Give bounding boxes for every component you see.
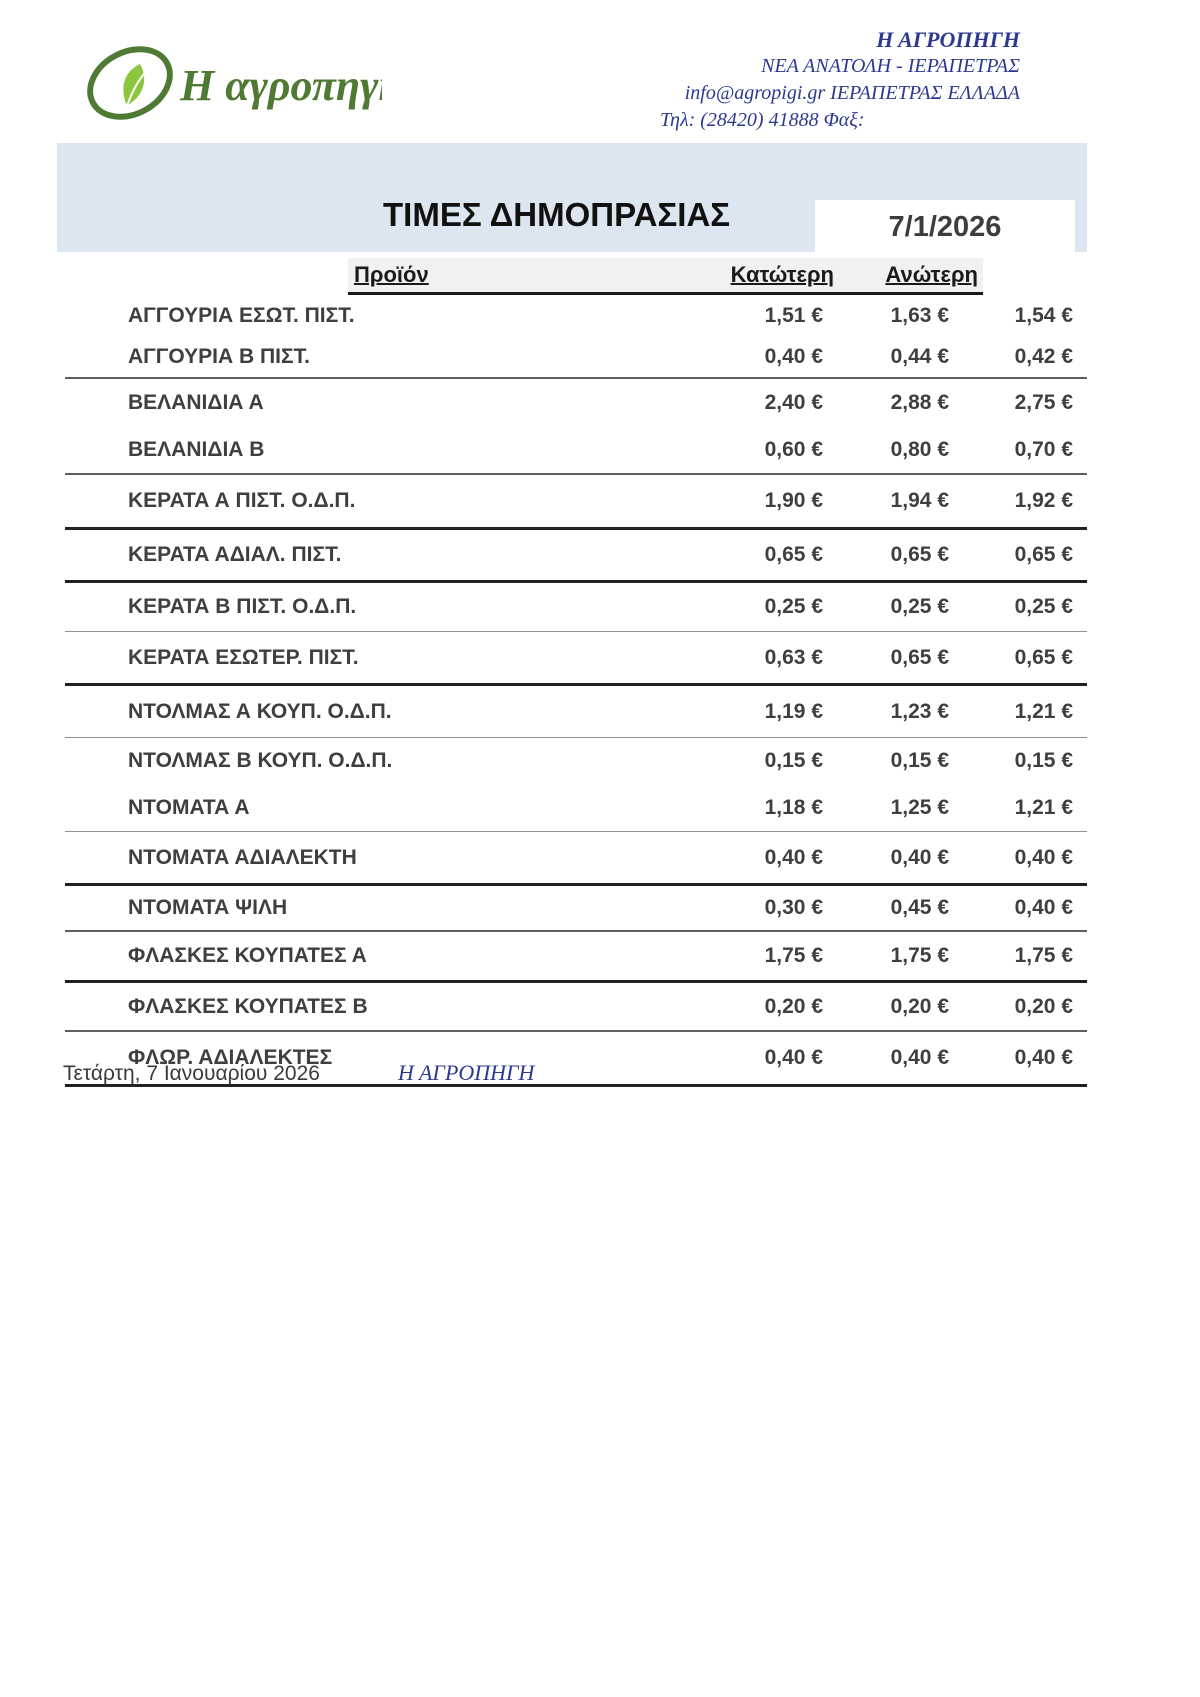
table-row-group xyxy=(65,632,1087,686)
cell-avg: 1,21 € xyxy=(1014,795,1073,819)
cell-avg: 0,65 € xyxy=(1014,645,1073,669)
table-row xyxy=(65,530,1087,580)
cell-max: 1,25 € xyxy=(890,795,949,819)
cell-product: ΑΓΓΟΥΡΙΑ ΕΣΩΤ. ΠΙΣΤ. xyxy=(128,303,355,327)
cell-avg: 2,75 € xyxy=(1014,390,1073,414)
table-body xyxy=(65,295,1087,1087)
table-row xyxy=(65,475,1087,527)
cell-min: 0,25 € xyxy=(764,595,823,618)
letterhead-contact: info@agropigi.gr ΙΕΡΑΠΕΤΡΑΣ ΕΛΛΑΔΑ xyxy=(684,82,1020,104)
cell-product: ΒΕΛΑΝΙΔΙΑ Α xyxy=(128,390,264,414)
footer-date: Τετάρτη, 7 Ιανουαρίου 2026 xyxy=(63,1062,320,1085)
table-row xyxy=(65,426,1087,473)
cell-avg: 1,75 € xyxy=(1014,944,1073,967)
table-row xyxy=(65,832,1087,883)
cell-avg: 1,92 € xyxy=(1014,489,1073,512)
cell-max: 0,65 € xyxy=(890,645,949,669)
cell-max: 0,44 € xyxy=(890,344,949,368)
cell-avg: 1,21 € xyxy=(1014,699,1073,723)
page-title: ΤΙΜΕΣ ΔΗΜΟΠΡΑΣΙΑΣ xyxy=(383,196,731,233)
cell-max: 1,75 € xyxy=(890,944,949,967)
cell-product: ΚΕΡΑΤΑ Α ΠΙΣΤ. Ο.Δ.Π. xyxy=(128,489,356,512)
cell-product: ΒΕΛΑΝΙΔΙΑ Β xyxy=(128,437,265,461)
date-box xyxy=(815,200,1075,255)
letterhead-phone: Τηλ: (28420) 41888 Φαξ: xyxy=(660,109,865,131)
cell-min: 0,30 € xyxy=(764,896,823,919)
cell-product: ΝΤΟΛΜΑΣ Β ΚΟΥΠ. Ο.Δ.Π. xyxy=(128,749,393,773)
table-row-group xyxy=(65,932,1087,983)
table-row xyxy=(65,738,1087,785)
letterhead-company: Η ΑΓΡΟΠΗΓΗ xyxy=(876,27,1020,52)
table-row xyxy=(65,583,1087,631)
leaf-logo-icon xyxy=(82,28,382,133)
cell-product: ΦΛΑΣΚΕΣ ΚΟΥΠΑΤΕΣ Α xyxy=(128,944,367,967)
cell-min: 1,19 € xyxy=(764,699,823,723)
cell-product: ΑΓΓΟΥΡΙΑ Β ΠΙΣΤ. xyxy=(128,344,310,368)
table-row xyxy=(65,686,1087,737)
cell-product: ΝΤΟΜΑΤΑ ΑΔΙΑΛΕΚΤΗ xyxy=(128,845,357,869)
cell-product: ΦΛΑΣΚΕΣ ΚΟΥΠΑΤΕΣ Β xyxy=(128,994,368,1018)
table-row-group xyxy=(65,983,1087,1032)
table-row xyxy=(65,886,1087,930)
cell-min: 1,51 € xyxy=(764,303,823,327)
cell-max: 0,80 € xyxy=(890,437,949,461)
cell-product: ΦΛΩΡ. ΑΔΙΑΛΕΚΤΕΣ xyxy=(128,1046,333,1069)
cell-avg: 0,40 € xyxy=(1014,1046,1073,1069)
column-header-max: Ανώτερη xyxy=(885,262,978,287)
cell-max: 1,23 € xyxy=(890,699,949,723)
cell-max: 1,94 € xyxy=(890,489,949,512)
table-row xyxy=(65,379,1087,426)
cell-min: 0,63 € xyxy=(764,645,823,669)
cell-product: ΝΤΟΜΑΤΑ Α xyxy=(128,795,250,819)
cell-max: 0,40 € xyxy=(890,845,949,869)
cell-avg: 0,65 € xyxy=(1014,543,1073,566)
table-row-group xyxy=(65,379,1087,475)
cell-max: 1,63 € xyxy=(890,303,949,327)
table-row xyxy=(65,632,1087,683)
table-row xyxy=(65,336,1087,377)
letterhead-location: ΝΕΑ ΑΝΑΤΟΛΗ - ΙΕΡΑΠΕΤΡΑΣ xyxy=(761,55,1020,77)
column-header-product: Προϊόν xyxy=(354,262,429,287)
letterhead xyxy=(600,26,1020,134)
table-row-group xyxy=(65,886,1087,932)
cell-max: 0,45 € xyxy=(890,896,949,919)
cell-max: 0,40 € xyxy=(890,1046,949,1069)
cell-product: ΚΕΡΑΤΑ ΑΔΙΑΛ. ΠΙΣΤ. xyxy=(128,543,342,566)
table-row-group xyxy=(65,530,1087,583)
auction-date: 7/1/2026 xyxy=(888,211,1002,243)
cell-max: 0,65 € xyxy=(890,543,949,566)
cell-max: 0,25 € xyxy=(890,595,949,618)
table-row xyxy=(65,785,1087,832)
logo-text: Η αγροπηγή xyxy=(180,61,382,110)
cell-max: 0,15 € xyxy=(890,749,949,773)
cell-max: 2,88 € xyxy=(890,390,949,414)
cell-max: 0,20 € xyxy=(890,994,949,1018)
cell-min: 0,65 € xyxy=(764,543,823,566)
cell-avg: 1,54 € xyxy=(1014,303,1073,327)
cell-avg: 0,40 € xyxy=(1014,845,1073,869)
cell-avg: 0,40 € xyxy=(1014,896,1073,919)
cell-product: ΚΕΡΑΤΑ Β ΠΙΣΤ. Ο.Δ.Π. xyxy=(128,595,357,618)
cell-min: 0,60 € xyxy=(764,437,823,461)
table-row xyxy=(65,295,1087,336)
cell-avg: 0,42 € xyxy=(1014,344,1073,368)
cell-product: ΚΕΡΑΤΑ ΕΣΩΤΕΡ. ΠΙΣΤ. xyxy=(128,645,359,669)
cell-avg: 0,15 € xyxy=(1014,749,1073,773)
cell-min: 0,40 € xyxy=(764,344,823,368)
cell-min: 0,20 € xyxy=(764,994,823,1018)
table-row xyxy=(65,983,1087,1030)
cell-product: ΝΤΟΛΜΑΣ Α ΚΟΥΠ. Ο.Δ.Π. xyxy=(128,699,392,723)
table-row-group xyxy=(65,832,1087,886)
footer-company: Η ΑΓΡΟΠΗΓΗ xyxy=(398,1060,535,1085)
column-header-min: Κατώτερη xyxy=(730,262,834,287)
cell-min: 1,18 € xyxy=(764,795,823,819)
cell-min: 0,40 € xyxy=(764,845,823,869)
cell-min: 2,40 € xyxy=(764,390,823,414)
cell-avg: 0,70 € xyxy=(1014,437,1073,461)
cell-min: 0,40 € xyxy=(764,1046,823,1069)
cell-product: ΝΤΟΜΑΤΑ ΨΙΛΗ xyxy=(128,896,288,919)
table-row xyxy=(65,932,1087,980)
table-row-group xyxy=(65,475,1087,530)
table-header-row xyxy=(348,258,983,295)
company-logo xyxy=(82,28,382,133)
table-row-group xyxy=(65,583,1087,632)
table-row-group xyxy=(65,738,1087,832)
cell-avg: 0,20 € xyxy=(1014,994,1073,1018)
cell-avg: 0,25 € xyxy=(1014,595,1073,618)
table-row-group xyxy=(65,295,1087,379)
price-table xyxy=(65,258,1087,1087)
cell-min: 1,75 € xyxy=(764,944,823,967)
table-row-group xyxy=(65,686,1087,738)
cell-min: 1,90 € xyxy=(764,489,823,512)
cell-min: 0,15 € xyxy=(764,749,823,773)
